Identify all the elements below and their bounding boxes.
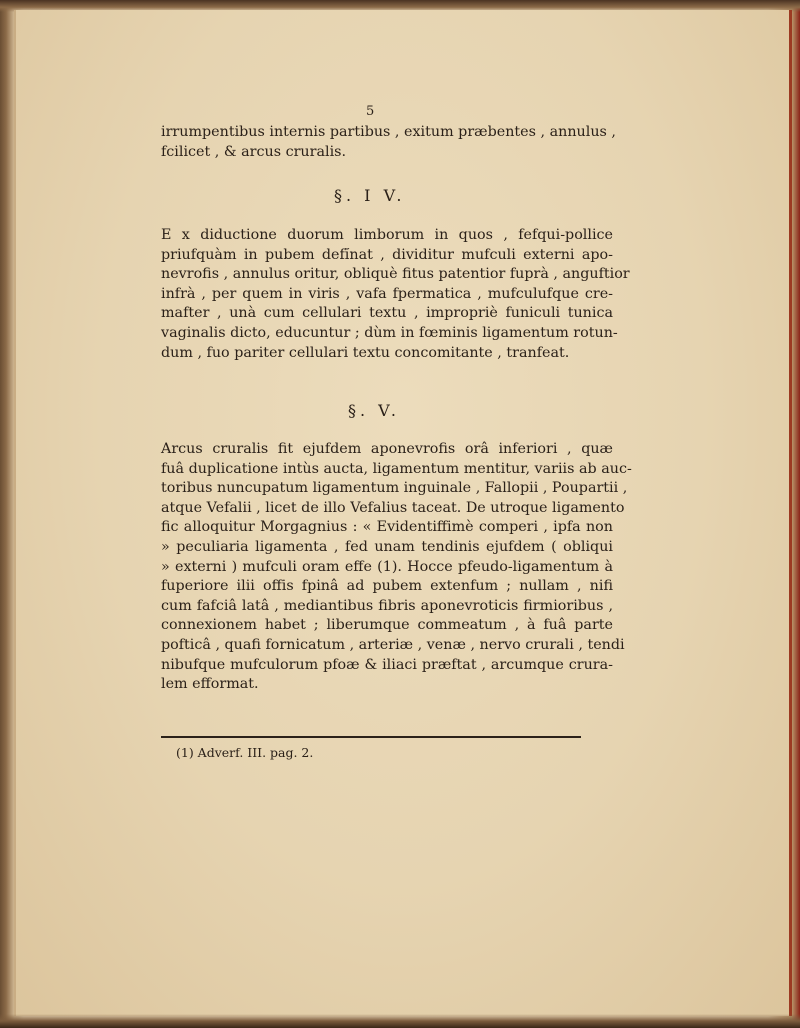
text-line: lem efformat. [161,676,259,693]
text-line: infrà , per quem in viris , vafa fpermatica , mufculufque cre- [161,285,613,302]
text-line: atque Vefalii , licet de illo Vefalius taceat. De utroque ligamento [161,499,625,516]
footnote: (1) Adverf. III. pag. 2. [176,745,314,760]
text-line: fuperiore ilii offis fpinâ ad pubem extenfum ; nullam , nifi [161,578,613,595]
page-number: 5 [366,104,375,119]
text-line: E x diductione duorum limborum in quos , fefqui-pollice [161,227,613,243]
text-line: dum , fuo pariter cellulari textu concomitante , tranfeat. [161,344,570,361]
text-line: » peculiaria ligamenta , fed unam tendinis ejufdem ( obliqui [161,538,613,555]
binding-bottom [0,1014,800,1028]
text-line: » externi ) mufculi oram effe (1). Hocce pfeudo-ligamentum à [161,558,613,575]
paragraph-2 [161,226,630,363]
text-line: toribus nuncupatum ligamentum inguinale , Fallopii , Poupartii , [161,480,628,497]
text-line: Arcus cruralis fit ejufdem aponevrofis orâ inferiori , quæ [161,441,613,457]
section-heading-4: §. I V. [334,186,406,205]
text-line: connexionem habet ; liberumque commeatum , à fuâ parte [161,617,613,634]
text-line: irrumpentibus internis partibus , exitum præbentes , annulus , [161,124,616,140]
text-line: fuâ duplicatione intùs aucta, ligamentum mentitur, variis ab auc- [161,460,632,477]
text-line: nevrofis , annulus oritur, obliquè fitus patentior fuprà , anguftior [161,266,630,283]
text-line: fic alloquitur Morgagnius : « Evidentiffimè comperi , ipfa non [161,519,613,536]
text-line: cum fafciâ latâ , mediantibus fibris aponevroticis firmioribus , [161,597,613,614]
text-line: pofticâ , quafi fornicatum , arteriæ , venæ , nervo crurali , tendi [161,636,625,653]
footnote-rule [161,736,581,738]
section-heading-5: §. V. [348,401,401,420]
text-line: priufquàm in pubem defĭnat , dividitur mufculi externi apo- [161,246,613,263]
paragraph-1 [161,123,616,162]
text-line: nibufque mufculorum pfoæ & iliaci præftat , arcumque crura- [161,656,613,673]
text-line: vaginalis dicto, educuntur ; dùm in fœminis ligamentum rotun- [161,324,618,341]
book-page [14,10,792,1016]
text-line: fcilicet , & arcus cruralis. [161,143,347,160]
text-line: mafter , unà cum cellulari textu , impropriè funiculi tunica [161,305,613,322]
paragraph-3 [161,440,632,695]
